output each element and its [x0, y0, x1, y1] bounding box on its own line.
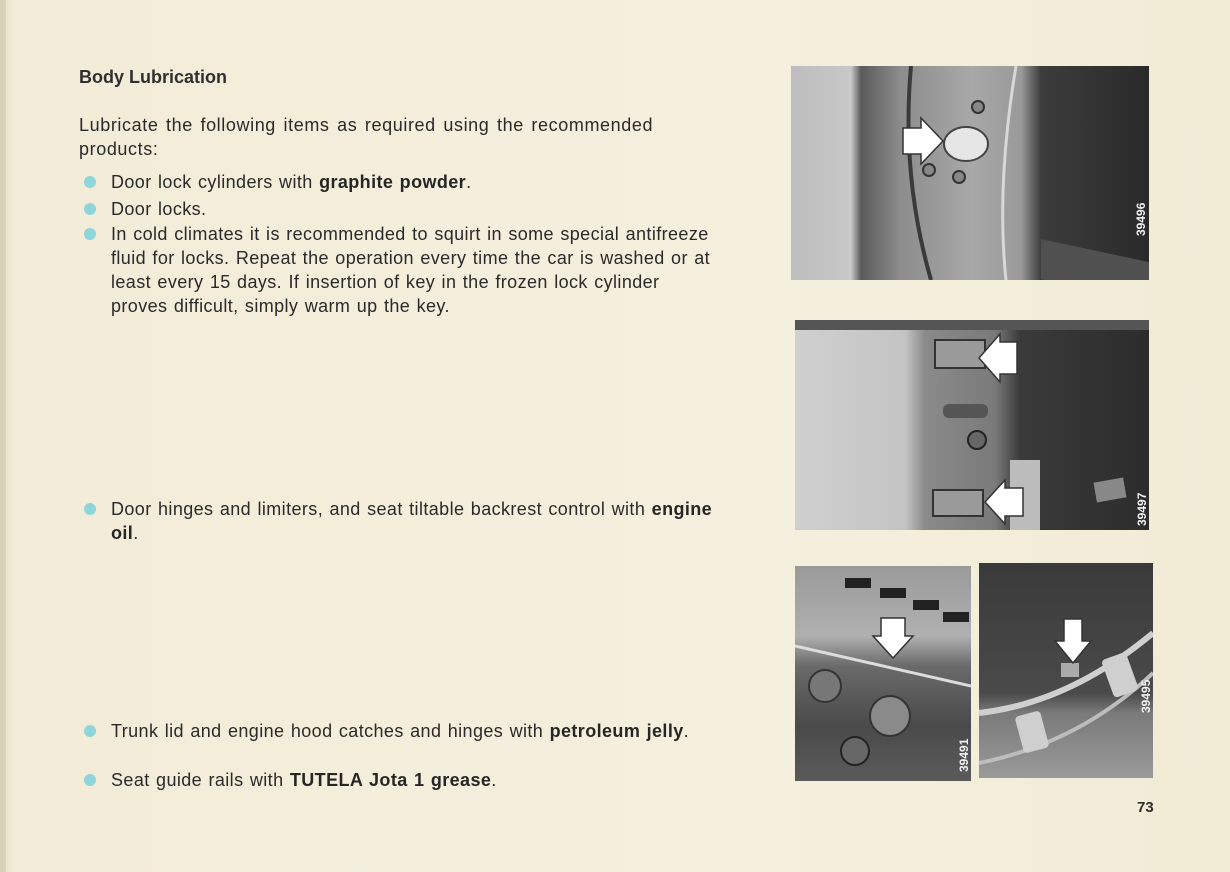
- bullet-dot-icon: [84, 774, 96, 786]
- figure-engine-hood-photo: [795, 566, 971, 781]
- manual-page: Body Lubrication Lubricate the following items as required using the recommended products: Door lock cylinders with graphite powder. Door locks. In cold climates it is recommended to squirt in some special antifreeze fluid for locks. Repeat the operation every time the car is washed or at least every 15 days. If insertion of key in the frozen lock cylinder proves difficult, simply warm up the key. Door hinges and limiters, and seat tiltable backrest control with engine oil. Trunk lid and engine hood catches and hinges with petroleum jelly. Seat guide rails with TUTELA Jota 1 grease. 39496 39497 39491 39495 73: [0, 0, 1230, 872]
- door-hinge-illustration: [795, 320, 1149, 530]
- bullet-dot-icon: [84, 725, 96, 737]
- intro-text: Lubricate the following items as required using the recommended products:: [79, 115, 654, 159]
- figure-door-lock-photo: [791, 66, 1149, 280]
- door-lock-illustration: [791, 66, 1149, 280]
- engine-hood-illustration: [795, 566, 971, 781]
- figure-code: 39491: [957, 738, 971, 772]
- figure-trunk-photo: [979, 563, 1153, 778]
- bullet-dot-icon: [84, 203, 96, 215]
- figure-door-hinges-photo: [795, 320, 1149, 530]
- figure-code: 39496: [1134, 202, 1148, 236]
- page-binding-edge: [0, 0, 6, 872]
- trunk-illustration: [979, 563, 1153, 778]
- section-heading: Body Lubrication: [79, 67, 227, 87]
- bullet-dot-icon: [84, 228, 96, 240]
- bullet-dot-icon: [84, 503, 96, 515]
- figure-code: 39497: [1135, 492, 1149, 526]
- bullet-dot-icon: [84, 176, 96, 188]
- figure-code: 39495: [1139, 679, 1153, 713]
- page-number: 73: [1137, 799, 1154, 816]
